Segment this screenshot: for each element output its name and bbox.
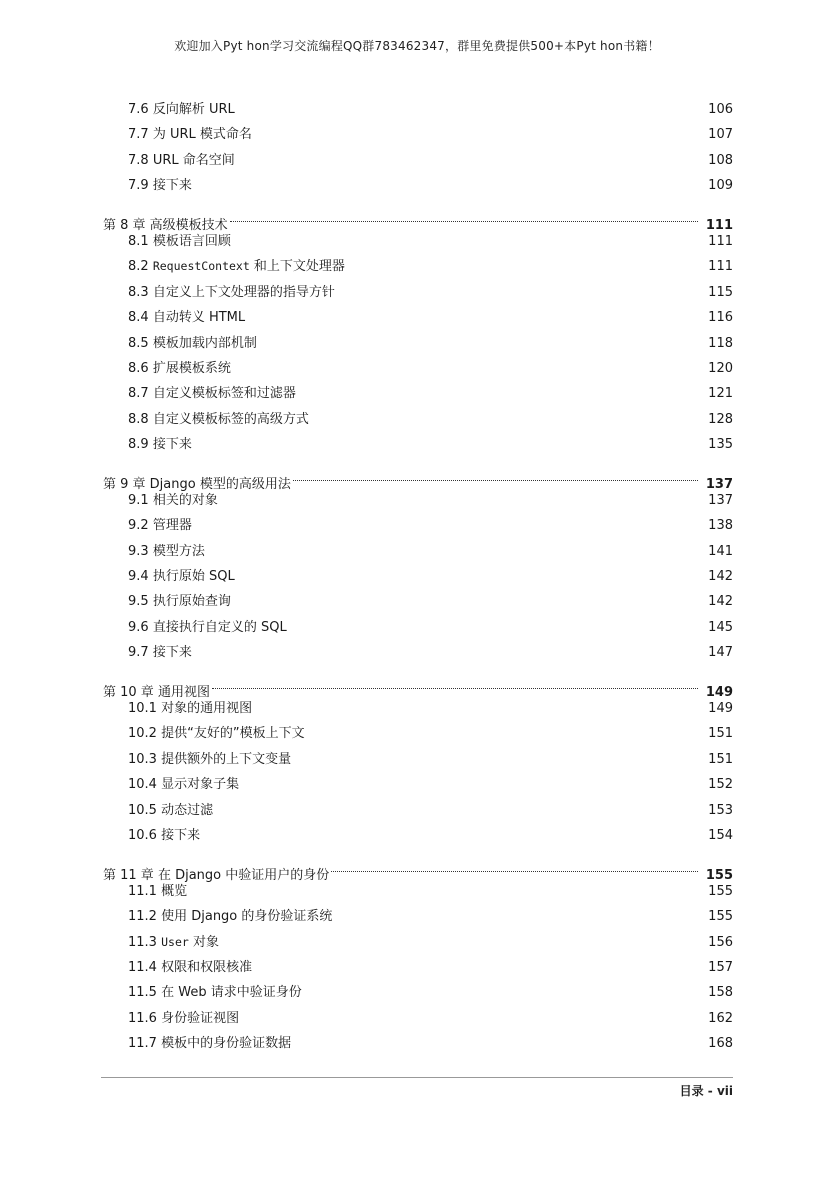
section-number: 8.7: [128, 386, 149, 402]
section-number: 10.2: [128, 726, 157, 742]
toc-section-entry[interactable]: [103, 589, 733, 614]
toc-section-entry[interactable]: [103, 148, 733, 173]
page-number: 106: [708, 102, 733, 117]
section-label: 模板中的身份验证数据: [161, 1036, 292, 1052]
toc-section-entry[interactable]: [103, 640, 733, 665]
toc-chapter-entry[interactable]: [103, 462, 733, 492]
section-title: [128, 331, 257, 356]
toc-section-entry[interactable]: [103, 904, 733, 929]
toc-section-entry[interactable]: [103, 173, 733, 198]
section-label: 为 URL 模式命名: [152, 127, 252, 143]
toc-section-entry[interactable]: [103, 930, 733, 955]
section-number: 9.5: [128, 594, 149, 610]
promo-banner: 欢迎加入Pyt hon学习交流编程QQ群783462347，群里免费提供500+本Pyt hon书籍！: [174, 39, 660, 53]
dot-leader: [293, 462, 698, 487]
section-title: [128, 229, 231, 254]
section-number: 8.8: [128, 411, 149, 427]
section-title: [128, 904, 332, 929]
page-number: 155: [708, 883, 733, 899]
toc-section-entry[interactable]: [103, 432, 733, 457]
chapter-title: 第 9 章 Django 模型的高级用法: [103, 476, 291, 492]
section-label: 反向解析 URL: [152, 102, 235, 117]
section-label: 扩展模板系统: [152, 360, 231, 376]
page-number: 157: [708, 959, 733, 975]
section-label: 模板加载内部机制: [152, 335, 257, 351]
toc-section-entry[interactable]: [103, 122, 733, 147]
section-title: [128, 1006, 239, 1031]
section-label: 在 Web 请求中验证身份: [161, 985, 302, 1001]
section-title: [128, 381, 296, 406]
section-number: 7.8: [128, 152, 149, 168]
page-number: 109: [708, 178, 733, 194]
page-number: 116: [708, 310, 733, 326]
section-number: 8.3: [128, 284, 149, 300]
code-term: RequestContext: [152, 259, 250, 274]
toc-chapter-entry[interactable]: [103, 204, 733, 233]
footer-divider: [101, 1077, 733, 1078]
toc-section-entry[interactable]: [103, 305, 733, 330]
section-label: 管理器: [152, 518, 192, 534]
toc-section-entry[interactable]: [103, 488, 733, 513]
page-number: 142: [708, 594, 733, 610]
section-label: 模板语言回顾: [152, 233, 231, 249]
section-title: [128, 97, 235, 122]
table-of-contents: [103, 97, 733, 1056]
page-number: 152: [708, 777, 733, 793]
page-number: 155: [705, 867, 733, 883]
section-label: 执行原始查询: [152, 594, 231, 610]
section-label: 提供额外的上下文变量: [161, 751, 292, 767]
section-number: 10.3: [128, 751, 157, 767]
page-number: 142: [708, 569, 733, 585]
page-number: 120: [708, 360, 733, 376]
section-title: [128, 823, 200, 848]
code-term: User: [161, 934, 189, 949]
section-label: 和上下文处理器: [253, 259, 345, 275]
toc-section-entry[interactable]: [103, 721, 733, 746]
section-label: 自定义上下文处理器的指导方针: [152, 284, 335, 300]
section-number: 9.1: [128, 492, 149, 508]
section-title: [128, 539, 205, 564]
page-number: 147: [708, 645, 733, 661]
dot-leader: [212, 671, 698, 696]
section-title: [128, 772, 239, 797]
section-title: [128, 721, 305, 746]
section-number: 8.6: [128, 360, 149, 376]
section-title: [128, 173, 192, 198]
section-number: 7.7: [128, 127, 149, 143]
toc-section-entry[interactable]: [103, 229, 733, 254]
section-label: 概览: [161, 883, 188, 899]
section-number: 11.7: [128, 1036, 157, 1052]
page-number: 137: [705, 476, 733, 492]
toc-section-entry[interactable]: [103, 798, 733, 823]
section-label: 执行原始 SQL: [152, 569, 235, 585]
toc-section-entry[interactable]: [103, 97, 733, 122]
toc-section-entry[interactable]: [103, 747, 733, 772]
page-number: 141: [708, 543, 733, 559]
section-label: 模型方法: [152, 543, 205, 559]
section-label: URL 命名空间: [152, 152, 235, 168]
page-number: 149: [708, 700, 733, 716]
section-title: [128, 488, 218, 513]
section-label: 对象的通用视图: [161, 700, 253, 716]
section-number: 9.6: [128, 619, 149, 635]
page-number: 135: [708, 437, 733, 453]
toc-chapter-entry[interactable]: [103, 853, 733, 883]
section-number: 8.9: [128, 437, 149, 453]
toc-section-entry[interactable]: [103, 955, 733, 980]
section-number: 10.1: [128, 700, 157, 716]
toc-section-entry[interactable]: [103, 356, 733, 381]
page-number: 111: [708, 259, 733, 275]
page-number: 115: [708, 284, 733, 300]
section-title: [128, 640, 192, 665]
page-number: 111: [705, 217, 733, 233]
toc-section-entry[interactable]: [103, 615, 733, 640]
page-number: 128: [708, 411, 733, 427]
section-title: [128, 305, 245, 330]
section-number: 11.3: [128, 934, 157, 950]
section-number: 8.2: [128, 259, 149, 275]
section-number: 7.9: [128, 178, 149, 194]
section-label: 使用 Django 的身份验证系统: [161, 909, 333, 925]
section-title: [128, 513, 192, 538]
toc-section-entry[interactable]: [103, 254, 733, 279]
section-number: 9.7: [128, 645, 149, 661]
toc-section-entry[interactable]: [103, 407, 733, 432]
section-title: [128, 798, 213, 823]
section-title: [128, 122, 252, 147]
section-label: 权限和权限核准: [161, 959, 253, 975]
section-title: [128, 589, 231, 614]
page-number: 151: [708, 726, 733, 742]
toc-section-entry[interactable]: [103, 772, 733, 797]
section-title: [128, 980, 302, 1005]
section-title: [128, 955, 252, 980]
section-title: [128, 879, 187, 904]
toc-section-entry[interactable]: [103, 280, 733, 305]
section-number: 8.4: [128, 310, 149, 326]
page-number: 156: [708, 934, 733, 950]
section-number: 8.5: [128, 335, 149, 351]
section-number: 8.1: [128, 233, 149, 249]
toc-section-entry[interactable]: [103, 564, 733, 589]
page-number: 158: [708, 985, 733, 1001]
section-label: 动态过滤: [161, 802, 214, 818]
section-label: 提供“友好的”模板上下文: [161, 726, 305, 742]
page-number: 108: [708, 152, 733, 168]
section-title: [128, 432, 192, 457]
section-number: 10.4: [128, 777, 157, 793]
toc-section-entry[interactable]: [103, 823, 733, 848]
section-label: 接下来: [152, 437, 192, 453]
toc-section-entry[interactable]: [103, 1006, 733, 1031]
toc-section-entry[interactable]: [103, 1031, 733, 1056]
section-label: 身份验证视图: [161, 1010, 240, 1026]
section-number: 11.2: [128, 909, 157, 925]
toc-section-entry[interactable]: [103, 980, 733, 1005]
page-number: 151: [708, 751, 733, 767]
section-number: 10.5: [128, 802, 157, 818]
section-title: [128, 930, 219, 955]
section-number: 9.4: [128, 569, 149, 585]
toc-section-entry[interactable]: [103, 331, 733, 356]
page-number: 153: [708, 802, 733, 818]
page-number: 155: [708, 909, 733, 925]
page-number: 162: [708, 1010, 733, 1026]
chapter-title: 第 11 章 在 Django 中验证用户的身份: [103, 867, 330, 883]
section-label: 自定义模板标签和过滤器: [152, 386, 296, 402]
section-title: [128, 356, 231, 381]
toc-chapter-entry[interactable]: [103, 671, 733, 700]
section-label: 相关的对象: [152, 492, 218, 508]
toc-section-entry[interactable]: [103, 381, 733, 406]
toc-section-entry[interactable]: [103, 696, 733, 721]
section-number: 10.6: [128, 827, 157, 843]
section-number: 11.5: [128, 985, 157, 1001]
section-title: [128, 615, 287, 640]
section-title: [128, 747, 291, 772]
chapter-title: 第 10 章 通用视图: [103, 684, 210, 700]
section-number: 11.6: [128, 1010, 157, 1026]
section-label: 自定义模板标签的高级方式: [152, 411, 309, 427]
toc-section-entry[interactable]: [103, 879, 733, 904]
page-number: 154: [708, 827, 733, 843]
section-number: 11.1: [128, 883, 157, 899]
page-number: 111: [708, 233, 733, 249]
section-label: 直接执行自定义的 SQL: [152, 619, 287, 635]
toc-section-entry[interactable]: [103, 539, 733, 564]
page-number: 121: [708, 386, 733, 402]
page-number: 118: [708, 335, 733, 351]
chapter-title: 第 8 章 高级模板技术: [103, 217, 228, 233]
section-label: 显示对象子集: [161, 777, 240, 793]
section-title: [128, 254, 345, 279]
page-number: 168: [708, 1036, 733, 1052]
page-footer: 目录 - vii: [679, 1084, 733, 1098]
section-number: 9.3: [128, 543, 149, 559]
dot-leader: [331, 853, 698, 878]
section-number: 11.4: [128, 959, 157, 975]
section-number: 7.6: [128, 102, 149, 117]
section-title: [128, 696, 252, 721]
toc-section-entry[interactable]: [103, 513, 733, 538]
page-number: 138: [708, 518, 733, 534]
section-number: 9.2: [128, 518, 149, 534]
page-number: 149: [705, 684, 733, 700]
page-number: 107: [708, 127, 733, 143]
page-number: 145: [708, 619, 733, 635]
section-title: [128, 564, 235, 589]
section-title: [128, 148, 235, 173]
section-label: 接下来: [152, 178, 192, 194]
section-label: 自动转义 HTML: [152, 310, 246, 326]
section-title: [128, 1031, 291, 1056]
page-number: 137: [708, 492, 733, 508]
section-label: 对象: [192, 934, 219, 950]
section-label: 接下来: [161, 827, 201, 843]
section-title: [128, 280, 335, 305]
section-title: [128, 407, 309, 432]
section-label: 接下来: [152, 645, 192, 661]
dot-leader: [230, 204, 698, 229]
